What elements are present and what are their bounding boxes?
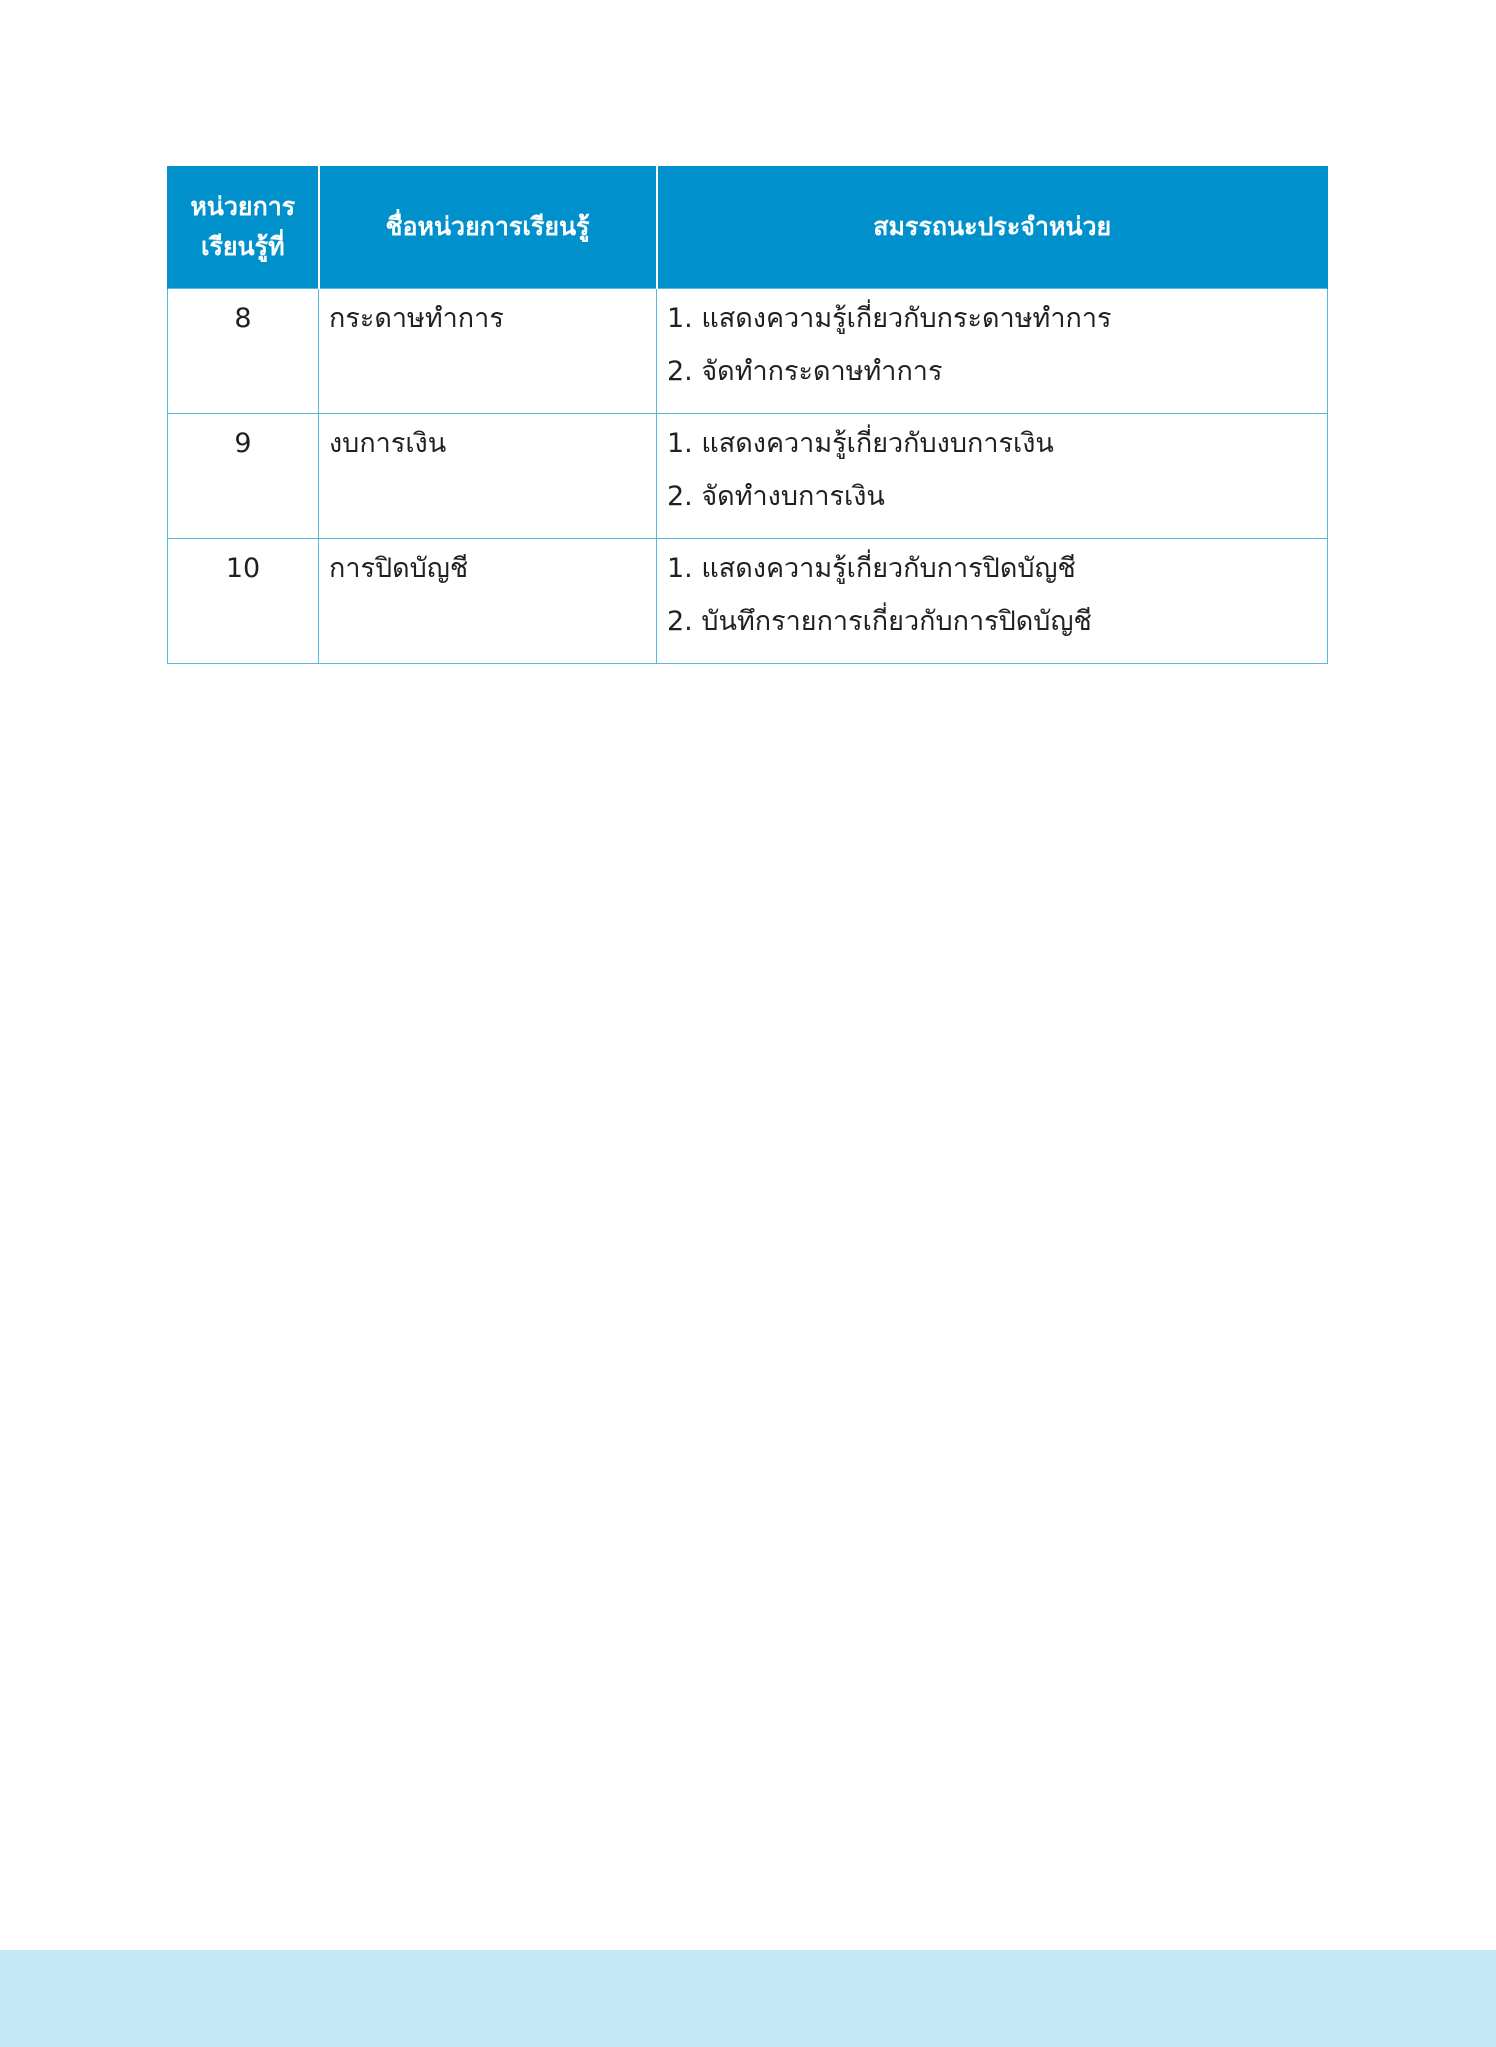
competency-item: 2. จัดทำกระดาษทำการ — [667, 355, 943, 387]
header-competency: สมรรถนะประจำหน่วย — [657, 166, 1328, 288]
table-row — [168, 538, 1328, 663]
table-row — [168, 413, 1328, 538]
table-header — [168, 166, 1328, 288]
unit-number-cell: 9 — [168, 413, 319, 538]
learning-units-table — [167, 166, 1328, 664]
competency-item: 1. แสดงความรู้เกี่ยวกับการปิดบัญชี — [667, 552, 1076, 584]
unit-number-cell: 8 — [168, 288, 319, 413]
table-row — [168, 288, 1328, 413]
competency-cell — [657, 413, 1328, 538]
unit-name-cell: การปิดบัญชี — [319, 538, 657, 663]
competency-item: 1. แสดงความรู้เกี่ยวกับงบการเงิน — [667, 427, 1054, 459]
header-unit-line1: หน่วยการ — [190, 191, 296, 221]
header-unit-number — [168, 166, 319, 288]
header-unit-name: ชื่อหน่วยการเรียนรู้ — [319, 166, 657, 288]
header-row — [168, 166, 1328, 288]
unit-name-cell: กระดาษทำการ — [319, 288, 657, 413]
unit-name-cell: งบการเงิน — [319, 413, 657, 538]
competency-cell — [657, 288, 1328, 413]
competency-item: 2. จัดทำงบการเงิน — [667, 480, 885, 512]
header-unit-line2: เรียนรู้ที่ — [200, 231, 285, 261]
table-body — [168, 288, 1328, 663]
competency-cell — [657, 538, 1328, 663]
footer-band — [0, 1950, 1496, 2047]
competency-item: 2. บันทึกรายการเกี่ยวกับการปิดบัญชี — [667, 605, 1092, 637]
unit-number-cell: 10 — [168, 538, 319, 663]
competency-item: 1. แสดงความรู้เกี่ยวกับกระดาษทำการ — [667, 302, 1112, 334]
